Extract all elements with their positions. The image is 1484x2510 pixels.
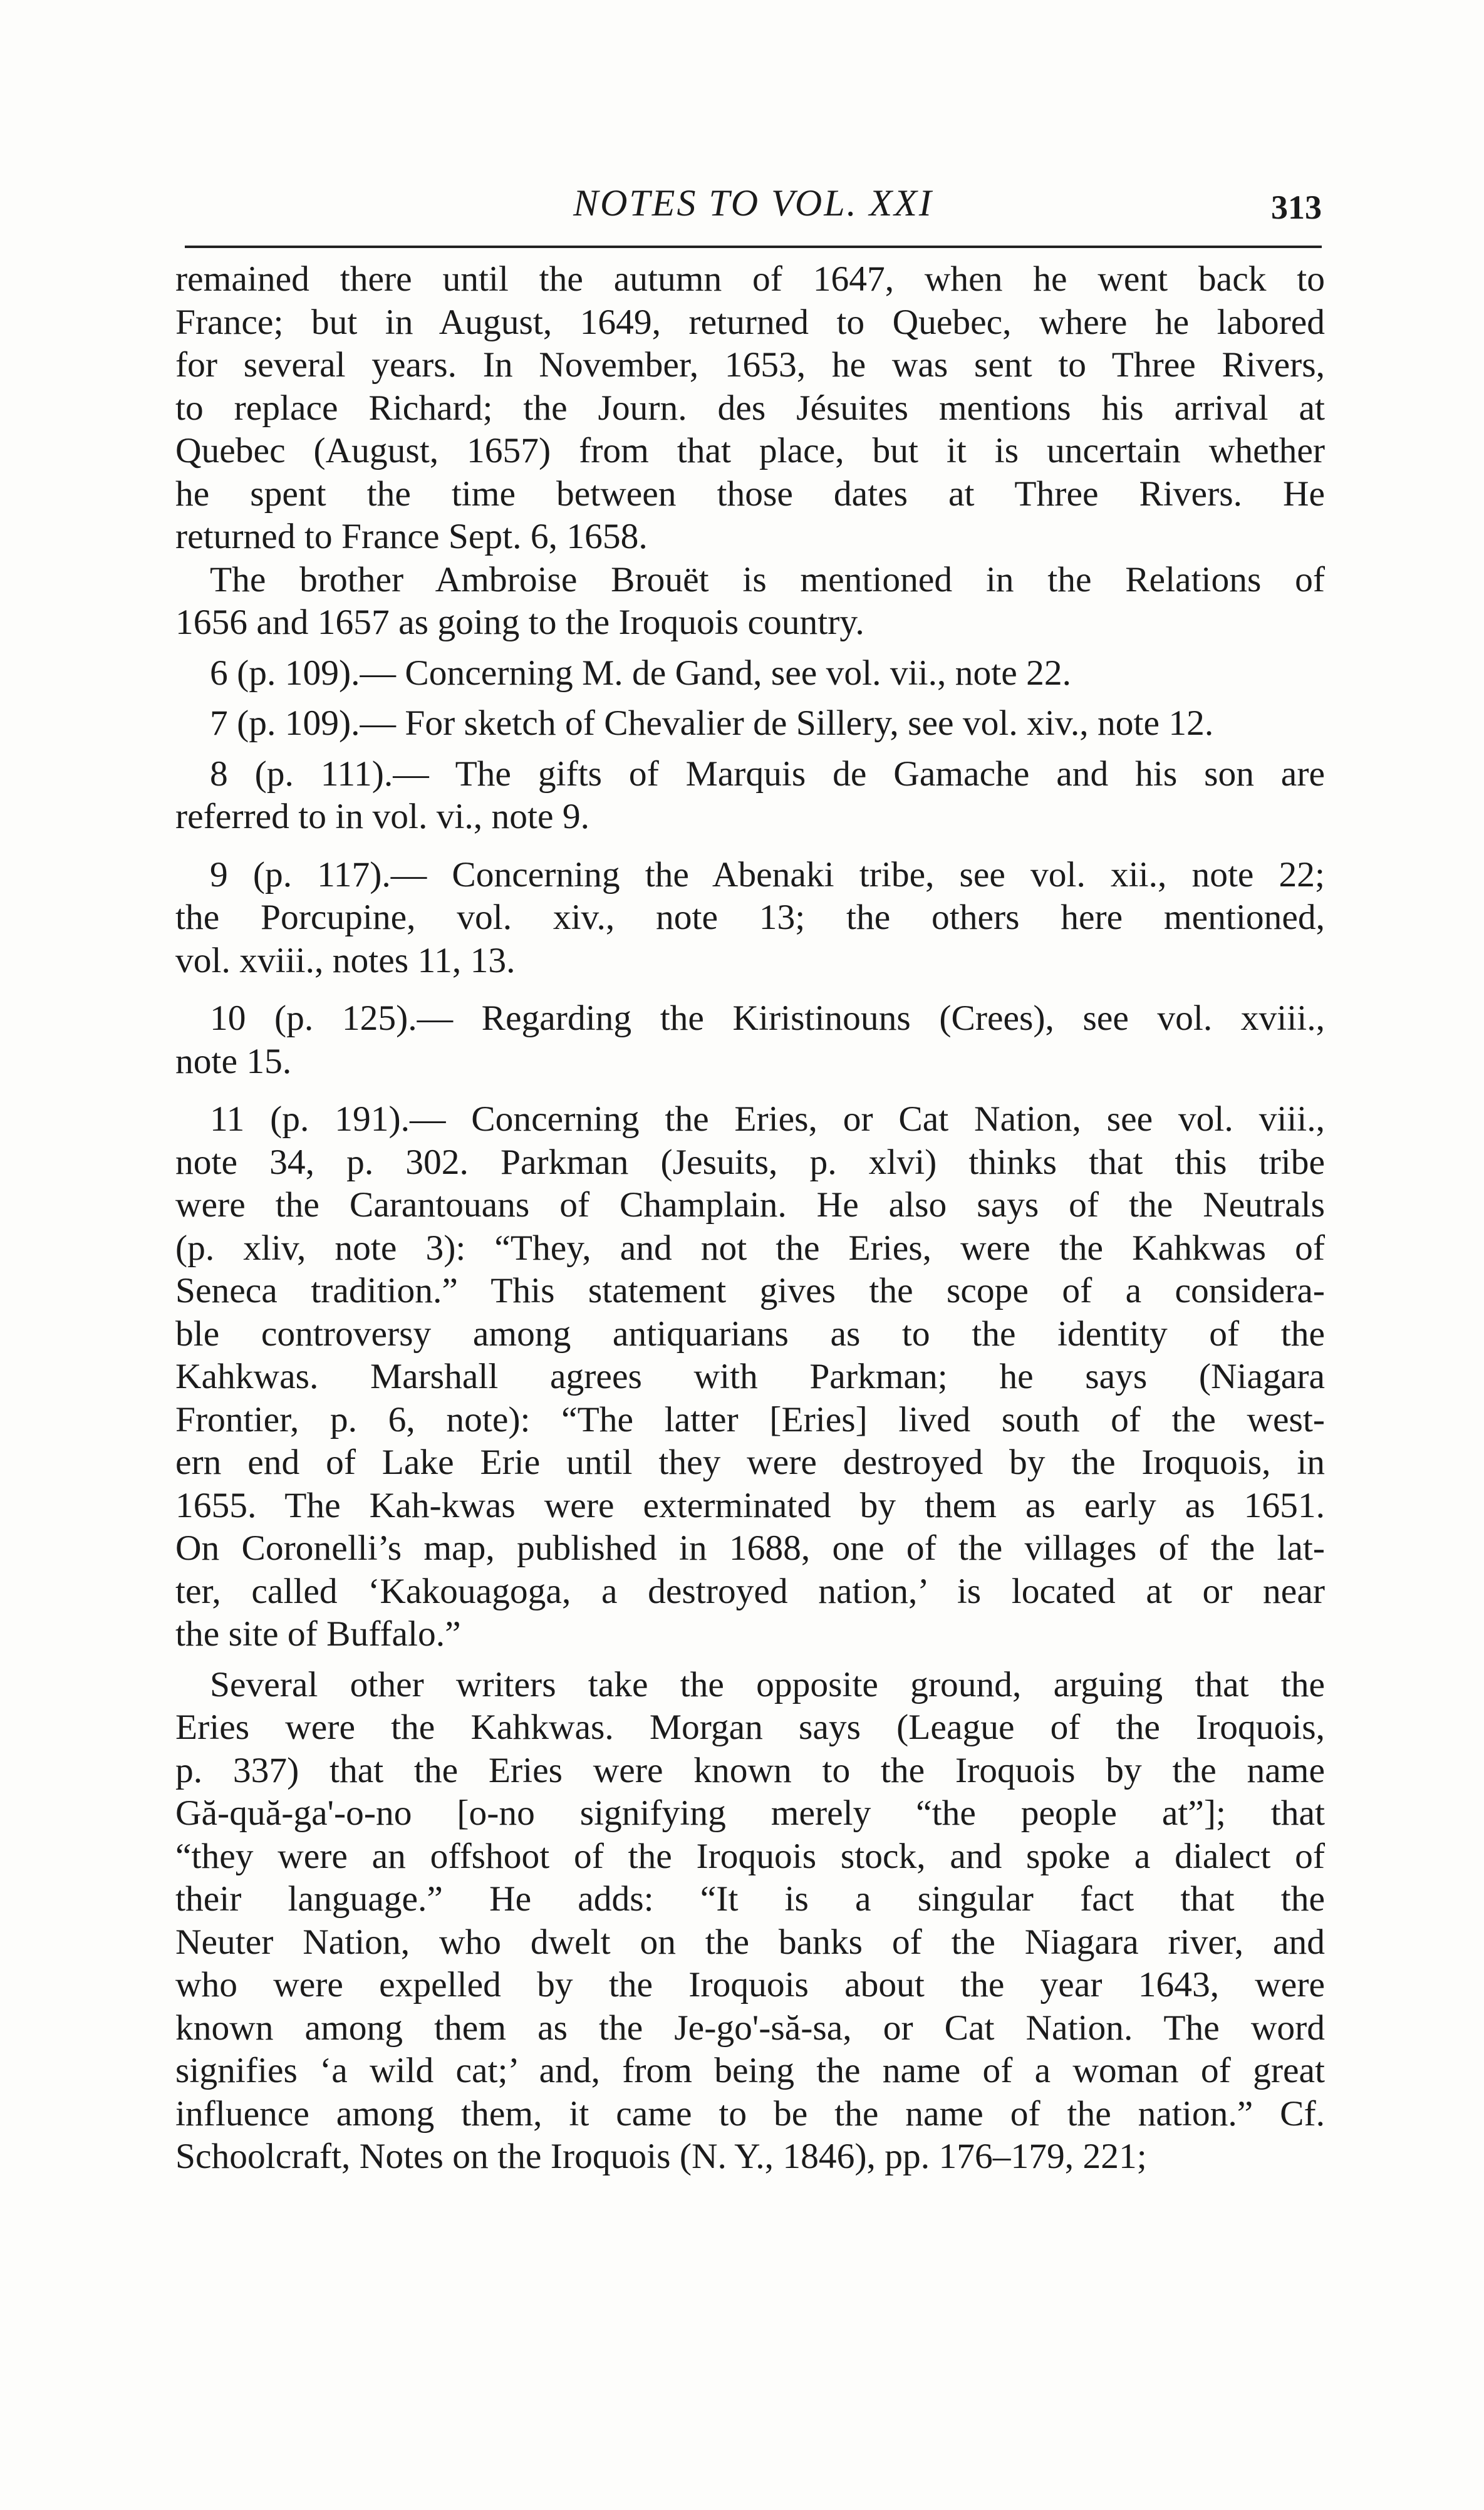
- note-9: [175, 854, 1325, 983]
- text-line: Schoolcraft, Notes on the Iroquois (N. Y., 1846), pp. 176–179, 221;: [175, 2137, 1147, 2176]
- text-line: The brother Ambroise Brouët is mentioned in the Relations of: [210, 559, 1325, 599]
- note-10: [175, 997, 1325, 1083]
- text-line: 7 (p. 109).— For sketch of Chevalier de Sillery, see vol. xiv., note 12.: [210, 703, 1214, 743]
- text-line: ern end of Lake Erie until they were destroyed by the Iroquois, in: [175, 1443, 1325, 1482]
- text-line: who were expelled by the Iroquois about the year 1643, were: [175, 1965, 1325, 2004]
- header-rule: [185, 246, 1322, 248]
- note-11: [175, 1098, 1325, 1656]
- text-line: Quebec (August, 1657) from that place, but it is uncertain whether: [175, 431, 1325, 470]
- text-line: 1656 and 1657 as going to the Iroquois country.: [175, 603, 864, 642]
- paragraph-brouet: [175, 559, 1325, 645]
- text-line: Several other writers take the opposite ground, arguing that the: [210, 1664, 1325, 1704]
- text-line: the Porcupine, vol. xiv., note 13; the others here mentioned,: [175, 898, 1325, 937]
- text-line: 8 (p. 111).— The gifts of Marquis de Gamache and his son are: [210, 754, 1325, 794]
- text-line: Neuter Nation, who dwelt on the banks of the Niagara river, and: [175, 1922, 1325, 1962]
- text-line: Seneca tradition.” This statement gives the scope of a considera-: [175, 1271, 1325, 1310]
- note-8: [175, 753, 1325, 839]
- notes-text: [175, 258, 1325, 2263]
- page-number: 313: [1271, 189, 1322, 226]
- text-line: to replace Richard; the Journ. des Jésuites mentions his arrival at: [175, 388, 1325, 428]
- paragraph-other-writers: [175, 1664, 1325, 2179]
- text-line: 9 (p. 117).— Concerning the Abenaki tribe, see vol. xii., note 22;: [210, 854, 1325, 895]
- text-line: 6 (p. 109).— Concerning M. de Gand, see vol. vii., note 22.: [210, 653, 1071, 693]
- text-line: he spent the time between those dates at Three Rivers. He: [175, 474, 1325, 514]
- text-line: vol. xviii., notes 11, 13.: [175, 940, 516, 980]
- text-line: p. 337) that the Eries were known to the Iroquois by the name: [175, 1750, 1325, 1790]
- text-line: for several years. In November, 1653, he was sent to Three Rivers,: [175, 345, 1325, 385]
- text-line: Eries were the Kahkwas. Morgan says (League of the Iroquois,: [175, 1708, 1325, 1747]
- text-line: remained there until the autumn of 1647, when he went back to: [175, 259, 1325, 299]
- text-line: ble controversy among antiquarians as to the identity of the: [175, 1314, 1325, 1354]
- running-head: [185, 177, 1322, 239]
- text-line: Frontier, p. 6, note): “The latter [Eries] lived south of the west-: [175, 1399, 1325, 1439]
- text-line: On Coronelli’s map, published in 1688, one of the villages of the lat-: [175, 1528, 1325, 1568]
- text-line: France; but in August, 1649, returned to Quebec, where he labored: [175, 302, 1325, 342]
- text-line: Kahkwas. Marshall agrees with Parkman; he says (Niagara: [175, 1357, 1325, 1396]
- note-6: [175, 652, 1325, 695]
- running-title: NOTES TO VOL. XXI: [573, 182, 933, 224]
- text-line: Gă-quă-ga'-o-no [o-no signifying merely “the people at”]; that: [175, 1793, 1325, 1833]
- text-line: ter, called ‘Kakouagoga, a destroyed nation,’ is located at or near: [175, 1571, 1325, 1611]
- text-line: the site of Buffalo.”: [175, 1614, 461, 1654]
- text-line: referred to in vol. vi., note 9.: [175, 797, 590, 836]
- text-line: their language.” He adds: “It is a singular fact that the: [175, 1879, 1325, 1919]
- text-line: were the Carantouans of Champlain. He also says of the Neutrals: [175, 1185, 1325, 1225]
- text-line: known among them as the Je-go'-să-sa, or Cat Nation. The word: [175, 2008, 1325, 2048]
- paragraph-continuation: [175, 258, 1325, 559]
- text-line: 10 (p. 125).— Regarding the Kiristinouns (Crees), see vol. xviii.,: [210, 998, 1325, 1038]
- text-line: note 15.: [175, 1041, 292, 1081]
- text-line: (p. xliv, note 3): “They, and not the Eries, were the Kahkwas of: [175, 1228, 1325, 1268]
- text-line: 1655. The Kah-kwas were exterminated by them as early as 1651.: [175, 1485, 1325, 1525]
- text-line: 11 (p. 191).— Concerning the Eries, or Cat Nation, see vol. viii.,: [210, 1099, 1325, 1139]
- text-line: influence among them, it came to be the name of the nation.” Cf.: [175, 2093, 1325, 2134]
- text-line: returned to France Sept. 6, 1658.: [175, 517, 648, 556]
- text-line: note 34, p. 302. Parkman (Jesuits, p. xlvi) thinks that this tribe: [175, 1142, 1325, 1182]
- text-line: signifies ‘a wild cat;’ and, from being the name of a woman of great: [175, 2051, 1325, 2090]
- note-7: [175, 702, 1325, 745]
- text-line: “they were an offshoot of the Iroquois stock, and spoke a dialect of: [175, 1836, 1325, 1876]
